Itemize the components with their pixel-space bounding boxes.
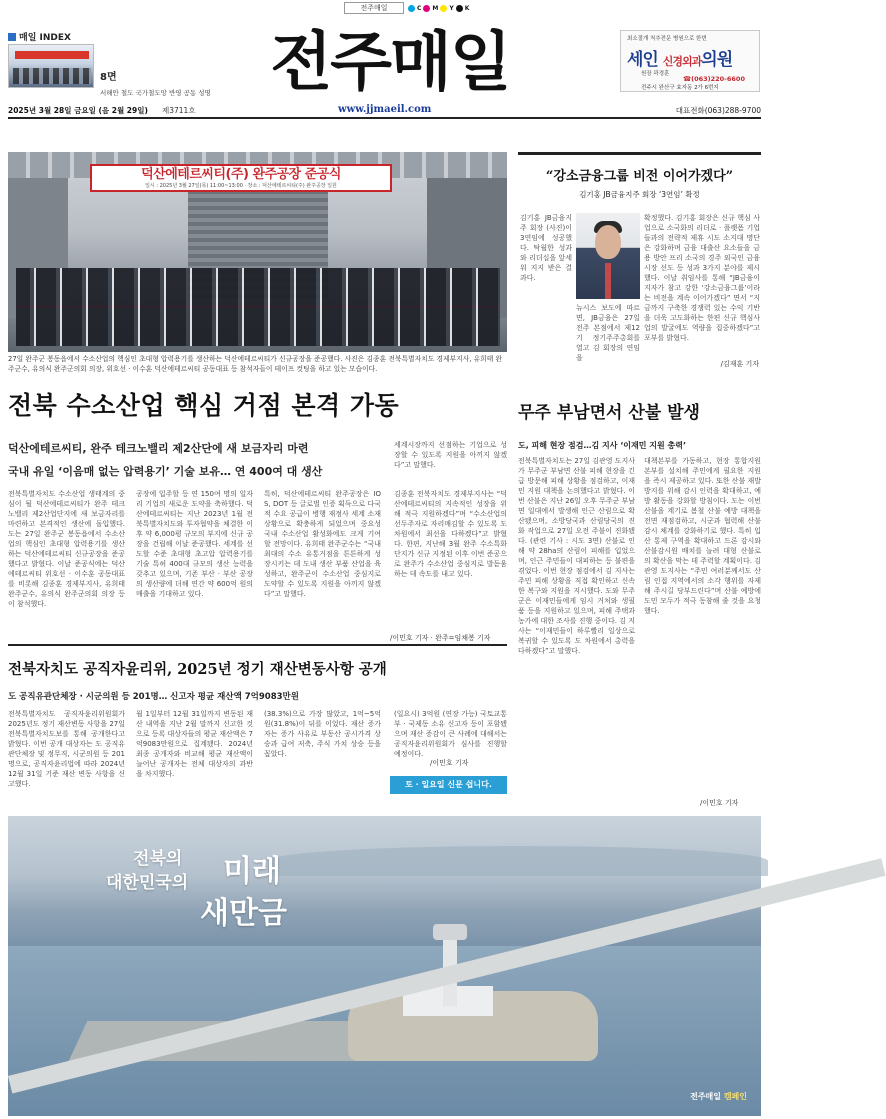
index-square-icon — [8, 33, 16, 41]
r2-subheadline: 도, 피해 현장 점검…김 지사 ‘이재민 지원 총력’ — [518, 441, 686, 450]
masthead: 전주매일 — [270, 25, 510, 100]
cmyk-k: K — [464, 4, 470, 12]
ad-director: 원장 곽경훈 — [641, 71, 670, 77]
index-thumbnail[interactable] — [8, 44, 94, 88]
cmyk-marks — [408, 3, 469, 13]
jb-finance-article — [518, 152, 761, 372]
r1-column-2: 확정했다. 김기홍 회장은 신규 핵심 사업으로 소국화의 리더로 · 플랫폼 기업들과의 전략적 제휴 시도 소지대 명단은 강화하며 금융 대출산 요소들을 금용 방안 프리 소국의 경주 외국인 금융시장 선도 등 성과 3가지 분야를 제시했다. 이날 취임사를 통해 “JB금융이 지자가 참고 강한 ‘강소금융그룹’이라는 비전을 계속 이어가겠다” 면서 “지금까지 구축한 경쟁력 있는 수익 기반을 더욱 고도화하는 한편 신규 핵심사업의 발굴에도 역량을 집중하겠다”고 포부를 밝혔다. — [644, 214, 760, 342]
r2-byline: /이민호 기자 — [700, 799, 739, 807]
r1-subheadline: 김기홍 JB금융지주 회장 ‘3연임’ 확정 — [579, 190, 700, 199]
index-desc: 서해안 철도 국가철도망 반영 공동 성명 — [100, 89, 211, 97]
edition-tag: 전주매일 — [344, 2, 404, 14]
main-photo — [8, 152, 507, 352]
clinic-ad[interactable] — [620, 30, 760, 92]
a2-headline[interactable]: 전북자치도 공직자윤리위, 2025년 정기 재산변동사항 공개 — [8, 661, 387, 678]
representative-phone: 대표전화(063)288-9700 — [675, 106, 761, 115]
yellow-dot — [440, 5, 447, 12]
ad-line-1: 전북의 — [133, 849, 183, 869]
r1-headline[interactable]: “강소금융그룹 비전 이어가겠다” — [545, 169, 734, 184]
ceremony-banner — [90, 164, 392, 192]
a2-column-4: (일요시) 3억원 (연장 가능) 국토교통부 · 국제동 소유 신고자 등이 포함됐으며 재산 증감이 큰 사례에 대해서는 공직자윤리위원회가 심사를 진행할 예정이다. — [394, 710, 507, 758]
a2-byline: /이민호 기자 — [430, 759, 469, 767]
index-title-text: 매일 INDEX — [19, 33, 71, 43]
section-divider — [8, 644, 507, 646]
chairman-portrait — [576, 213, 640, 299]
banner-title: 덕산에테르씨티(주) 완주공장 준공식 — [141, 167, 341, 182]
ad-address: 전주시 완산구 효자동 2가 6번지 — [641, 85, 719, 91]
cmyk-y: Y — [449, 4, 454, 12]
dateline — [8, 105, 761, 119]
main-article-body — [8, 489, 507, 639]
index-page: 8면 — [100, 72, 117, 83]
a2-column-3: (38.3%)으로 가장 많았고, 1억~5억원(31.8%)이 뒤를 이었다. 재산 증가자는 증가 사유로 부동산 공시가격 상승과 급여 저축, 주식 가치 상승 등을 꼽았다. — [264, 710, 381, 758]
index-box — [8, 30, 218, 96]
a2-column-1: 전북특별자치도 공직자윤리위원회가 2025년도 정기 재산변동 사항을 27일 전북특별자치도보를 통해 공개한다고 밝혔다. 이번 공개 대상자는 도 공직유관단체장 및 정무직, 시군의원 등 201명으로, 공직자윤리법에 따라 2024년 12월 31일 기준 재산 변동 사항을 신고했다. — [8, 710, 125, 788]
cmyk-m: M — [432, 4, 439, 12]
main-subheadline-1: 덕산에테르씨티, 완주 테크노밸리 제2산단에 새 보금자리 마련 — [8, 442, 309, 455]
photo-caption: 27일 완주군 봉동읍에서 수소산업의 핵심인 초대형 압력용기를 생산하는 덕산에테르씨티가 신규공장을 준공했다. 사진은 김종훈 전북특별자치도 경제부지사, 유희태 완주군수, 유의식 완주군의회 의장, 위호선 · 이수훈 덕산에테르씨티 공동대표 등 참석자들이 테이프 컷팅을 하고 있는 모습이다. — [8, 355, 503, 373]
cmyk-c: C — [417, 4, 422, 12]
ad-phone: ☎(063)220-6600 — [683, 75, 745, 83]
r1-column-1b: 뉴시스 보도에 따르면, JB금융은 27일 전주 본점에서 제12기 정기주주총회를 열고 김 회장의 연임을 — [576, 304, 640, 362]
main-subheadline-2: 국내 유일 ‘이음매 없는 압력용기’ 기술 보유… 연 400여 대 생산 — [8, 465, 323, 478]
r2-column-1: 전북특별자치도는 27일 김관영 도지사가 무주군 부남면 산불 피해 현장을 긴급 방문해 피해 상황을 점검하고, 이재민 지원 대책을 논의했다고 밝혔다. 이번 산불은 지난 26일 오후 무주군 부남면 일대에서 발생해 인근 산림으로 확산됐으며, 소방당국과 산림당국의 진화 작업으로 27일 오전 주불이 진화됐다. (관련 기사 : 시도 3면) 산불로 인해 약 28ha의 산림이 피해를 입었으며, 인근 주민들이 대피하는 등 불편을 겪었다. 이번 현장 점검에서 김 지사는 주민 피해 상황을 직접 확인하고 신속한 복구와 지원을 지시했다. 도와 무주군은 이재민들에게 임시 거처와 생필품 등을 지원하고 있으며, 피해 주택과 농가에 대한 조사를 진행 중이다. 김 지사는 “이재민들이 하루빨리 일상으로 복귀할 수 있도록 도 차원에서 총력을 다하겠다”고 말했다. — [518, 457, 636, 655]
black-dot — [456, 5, 463, 12]
site-url[interactable]: www.jjmaeil.com — [338, 104, 432, 115]
issue-number: 제3711호 — [162, 106, 196, 115]
r2-column-2: 대책본부를 가동하고, 현장 통합지원본부를 설치해 주민에게 필요한 지원을 즉시 제공하고 있다. 또한 산불 재발 방지를 위해 감시 인력을 확대하고, 예방 활동을 강화할 방침이다. 도는 이번 산불을 계기로 봄철 산불 예방 대책을 전면 재점검하고, 시군과 협력해 산불 감시 체계를 강화하기로 했다. 특히 입산 통제 구역을 확대하고 드론 감시와 산불감시원 배치를 늘려 대형 산불로의 확산을 막는 데 주력할 계획이다. 김관영 도지사는 “주민 여러분께서도 산림 인접 지역에서의 소각 행위를 자제해 주시길 당부드린다”며 산불 예방에 도민 모두가 적극 동참해 줄 것을 요청했다. — [644, 457, 762, 615]
a2-column-2: 월 1일부터 12월 31일까지 변동된 재산 내역을 지난 2월 말까지 신고한 것으로 등록 대상자들의 평균 재산액은 7억9083만원으로 집계됐다. 2024년 최종 공개자와 비교해 평균 재산액이 늘어난 공개자는 전체 대상자의 과반을 차지했다. — [136, 710, 254, 778]
weekend-notice: 토 · 일요일 신문 쉽니다. — [390, 776, 507, 794]
main-column-3: 특히, 덕산에테르씨티 완주공장은 IOS, DOT 등 글로벌 인증 획득으로 다국적 수요 공급이 병행 재정사 세계 소재 상황으로 확충하게 되었으며 중요성 국내 수소산업 활성화에도 크게 기여할 전망이다. 유희태 완주군수는 “국내 최대의 수소 유통거점을 튼튼하게 성장시키는 데 도내 생산 부품 산업을 육성하고, 완주군이 수소산업 중심지로 도약할 수 있도록 지원을 아끼지 않겠다”고 말했다. — [264, 490, 381, 598]
main-headline[interactable]: 전북 수소산업 핵심 거점 본격 가동 — [8, 391, 400, 420]
cyan-dot — [408, 5, 415, 12]
ad-clinic-name: 세인 신경외과의원 — [627, 50, 733, 70]
date: 2025년 3월 28일 금요일 (음 2월 29일) — [8, 106, 148, 115]
main-byline: /이민호 기자 · 완주=임채봉 기자 — [390, 634, 491, 642]
main-column-4-top: 세계시장까지 선점하는 기업으로 성장할 수 있도록 지원을 아끼지 않겠다”고 말했다. — [394, 441, 507, 469]
magenta-dot — [423, 5, 430, 12]
main-column-2: 공장에 입주할 등 연 150여 명의 일자리 기업의 새로운 도약을 축하했다. 덕산에테르씨티는 지난 2023년 1월 전북특별자치도와 투자협약을 체결한 이후 약 6,000평 규모의 부지에 신규 공장을 건립해 이날 준공했다. 세계를 선도할 수준 초대형 초고압 압력용기를 기술 특허 400대 규모의 생산 능력을 갖추고 있으며, 기존 부산 · 부산 공장의 생산량에 더해 연간 약 600억 원의 매출을 기대하고 있다. — [136, 490, 253, 598]
ad-word-1: 미래 — [223, 854, 281, 889]
r1-column-1: 김기홍 JB금융지주 회장 (사진)이 3연임에 성공했다. 탁월한 성과와 리더십을 앞세워 지지 받은 결과다. — [520, 214, 572, 282]
main-column-4: 김종훈 전북자치도 경제부지사는 “덕산에테르씨티의 지속적인 성장을 위해 적극 지원하겠다”며 “수소산업의 선두주자로 자리매김할 수 있도록 도 차원에서 최선을 다하겠다”고 밝혔다. 한편, 지난해 3월 완주 수소특화단지가 신규 지정된 이후 이번 준공으로 완주가 수소산업 중심지로 발돋움하는 데 속도를 내고 있다. — [394, 490, 507, 578]
index-title — [8, 30, 71, 43]
main-column-1: 전북특별자치도 수소산업 생태계의 중심이 될 덕산에테르씨티가 완주 테크노밸리 제2산업단지에 새 보금자리를 마련하고 본격적인 생산에 돌입했다. 도는 27일 완주군 봉동읍에서 수소산업의 핵심인 초대형 압력용기를 생산하는 덕산에테르씨티 신규공장을 준공했다고 밝혔다. 이날 준공식에는 덕산에테르씨티 위호선 · 이수훈 공동대표를 비롯해 김종훈 경제부지사, 유희태 완주군수, 유의식 완주군의회 의장 등이 참석했다. — [8, 490, 125, 608]
a2-subheadline: 도 공직유관단체장 · 시군의원 등 201명… 신고자 평균 재산액 7억9083만원 — [8, 692, 299, 702]
ad-campaign-label: 전주매일 캠페인 — [690, 1092, 747, 1101]
r2-article-body — [518, 456, 761, 806]
r2-headline[interactable]: 무주 부남면서 산불 발생 — [518, 403, 700, 423]
saemangeum-ad[interactable] — [8, 816, 761, 1116]
r1-byline: /김재훈 기자 — [720, 360, 759, 368]
ad-line-2: 대한민국의 — [106, 873, 189, 893]
banner-sub: 일시 : 2025년 3월 27일(목) 11:00~13:00 · 장소 : 덕산에테르씨티(주) 완주공장 일원 — [145, 183, 337, 189]
ad-top-line: 최소절개 척추전문 병원으로 한번 — [627, 36, 707, 42]
ad-word-2: 새만금 — [200, 896, 287, 931]
